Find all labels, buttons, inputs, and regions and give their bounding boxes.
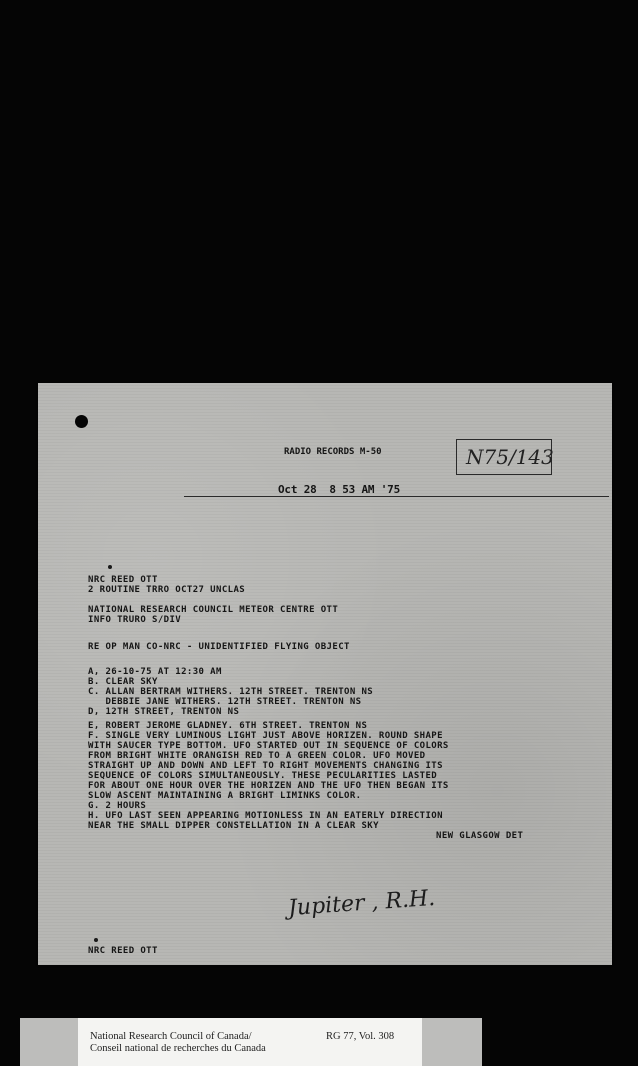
radio-records-header: RADIO RECORDS M-50	[284, 447, 382, 457]
closing-line: NRC REED OTT	[88, 946, 158, 956]
received-date-stamp: Oct 28 8 53 AM '75	[278, 483, 401, 496]
archive-institution-en: National Research Council of Canada/	[90, 1031, 252, 1042]
message-line: 2 ROUTINE TRRO OCT27 UNCLAS	[88, 585, 246, 595]
message-line: E, ROBERT JEROME GLADNEY. 6TH STREET. TRENTON NS	[88, 721, 368, 731]
footer-margin-left	[20, 1018, 78, 1066]
archive-reference: RG 77, Vol. 308	[326, 1031, 395, 1042]
subject-line: RE OP MAN CO-NRC - UNIDENTIFIED FLYING OBJECT	[88, 642, 350, 652]
handwritten-signature: Jupiter , R.H.	[287, 885, 436, 922]
message-line: NATIONAL RESEARCH COUNCIL METEOR CENTRE OTT	[88, 605, 339, 615]
message-line: NEAR THE SMALL DIPPER CONSTELLATION IN A CLEAR SKY	[88, 821, 379, 831]
message-line: NRC REED OTT	[88, 575, 158, 585]
routing-dot	[108, 565, 112, 569]
message-line: A, 26-10-75 AT 12:30 AM	[88, 667, 222, 677]
stamp-underline	[184, 496, 609, 497]
message-line: WITH SAUCER TYPE BOTTOM. UFO STARTED OUT IN SEQUENCE OF COLORS	[88, 741, 449, 751]
teletype-document	[38, 383, 612, 965]
routing-dot	[94, 938, 98, 942]
punch-hole	[75, 415, 88, 428]
message-line: SLOW ASCENT MAINTAINING A BRIGHT LIMINKS COLOR.	[88, 791, 362, 801]
message-line: D, 12TH STREET, TRENTON NS	[88, 707, 240, 717]
message-line: B. CLEAR SKY	[88, 677, 158, 687]
message-line: H. UFO LAST SEEN APPEARING MOTIONLESS IN AN EATERLY DIRECTION	[88, 811, 443, 821]
sender-line: NEW GLASGOW DET	[436, 831, 524, 841]
message-line: INFO TRURO S/DIV	[88, 615, 182, 625]
message-line: G. 2 HOURS	[88, 801, 147, 811]
message-line: DEBBIE JANE WITHERS. 12TH STREET. TRENTON NS	[88, 697, 362, 707]
message-line: FROM BRIGHT WHITE ORANGISH RED TO A GREEN COLOR. UFO MOVED	[88, 751, 426, 761]
message-line: F. SINGLE VERY LUMINOUS LIGHT JUST ABOVE HORIZEN. ROUND SHAPE	[88, 731, 443, 741]
message-line: STRAIGHT UP AND DOWN AND LEFT TO RIGHT MOVEMENTS CHANGING ITS	[88, 761, 443, 771]
message-line: FOR ABOUT ONE HOUR OVER THE HORIZEN AND THE UFO THEN BEGAN ITS	[88, 781, 449, 791]
message-line: C. ALLAN BERTRAM WITHERS. 12TH STREET. TRENTON NS	[88, 687, 374, 697]
file-number: N75/143	[466, 445, 554, 469]
archive-institution-fr: Conseil national de recherches du Canada	[90, 1043, 266, 1054]
message-line: SEQUENCE OF COLORS SIMULTANEOUSLY. THESE PECULARITIES LASTED	[88, 771, 438, 781]
footer-margin-right	[422, 1018, 482, 1066]
archive-label	[78, 1018, 422, 1066]
